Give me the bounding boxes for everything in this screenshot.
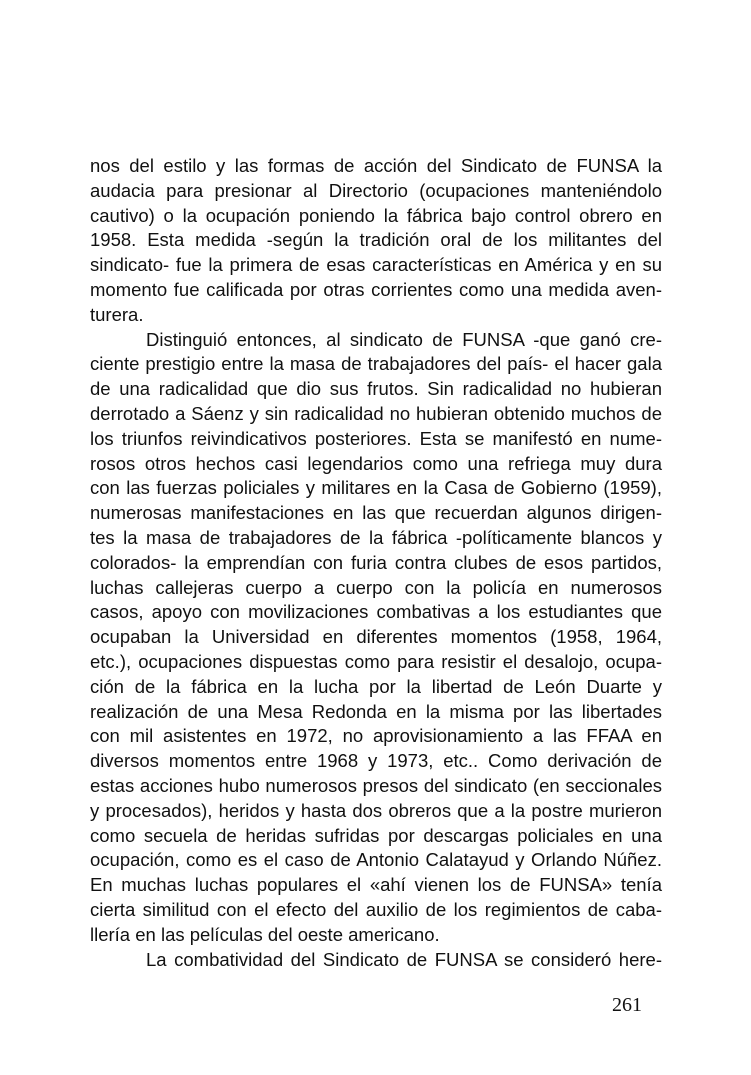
text-line: En muchas luchas populares el «ahí vienen los de FUNSA» tenía [90, 874, 662, 896]
text-line: de una radicalidad que dio sus frutos. Sin radicalidad no hubieran [90, 378, 662, 400]
text-line: estas acciones hubo numerosos presos del sindicato (en seccionales [90, 774, 662, 796]
text-line: como secuela de heridas sufridas por descargas policiales en una [90, 824, 662, 846]
text-line: ción de la fábrica en la lucha por la libertad de León Duarte y [90, 675, 662, 697]
text-line: cierta similitud con el efecto del auxilio de los regimientos de caba- [90, 898, 662, 920]
text-line: Distinguió entonces, al sindicato de FUNSA -que ganó cre- [146, 328, 662, 350]
text-line: ciente prestigio entre la masa de trabajadores del país- el hacer gala [90, 353, 662, 375]
text-line: realización de una Mesa Redonda en la misma por las libertades [90, 700, 662, 722]
body-text [90, 154, 662, 972]
text-line: ocupación, como es el caso de Antonio Calatayud y Orlando Núñez. [90, 849, 662, 871]
text-line: nos del estilo y las formas de acción del Sindicato de FUNSA la [90, 155, 662, 176]
page-number: 261 [612, 994, 642, 1016]
text-line: ocupaban la Universidad en diferentes momentos (1958, 1964, [90, 626, 662, 648]
text-line: llería en las películas del oeste americano. [90, 923, 440, 945]
text-line: y procesados), heridos y hasta dos obreros que a la postre murieron [90, 799, 662, 821]
text-line: cautivo) o la ocupación poniendo la fábrica bajo control obrero en [90, 204, 662, 226]
text-line: colorados- la emprendían con furia contra clubes de esos partidos, [90, 551, 662, 573]
text-line: numerosas manifestaciones en las que recuerdan algunos dirigen- [90, 502, 662, 524]
text-line: los triunfos reivindicativos posteriores. Esta se manifestó en nume- [90, 427, 662, 449]
text-line: tes la masa de trabajadores de la fábrica -políticamente blancos y [90, 526, 662, 548]
text-line: diversos momentos entre 1968 y 1973, etc.. Como derivación de [90, 750, 662, 772]
text-line: La combatividad del Sindicato de FUNSA se consideró here- [146, 948, 662, 970]
text-line: momento fue calificada por otras corrientes como una medida aven- [90, 278, 662, 300]
text-line: turera. [90, 303, 144, 325]
text-line: audacia para presionar al Directorio (ocupaciones manteniéndolo [90, 179, 662, 201]
text-line: derrotado a Sáenz y sin radicalidad no hubieran obtenido muchos de [90, 402, 662, 424]
text-line: 1958. Esta medida -según la tradición oral de los militantes del [90, 229, 662, 251]
text-line: rosos otros hechos casi legendarios como una refriega muy dura [90, 452, 662, 474]
text-line: etc.), ocupaciones dispuestas como para resistir el desalojo, ocupa- [90, 650, 662, 672]
text-line: casos, apoyo con movilizaciones combativas a los estudiantes que [90, 601, 662, 623]
text-line: luchas callejeras cuerpo a cuerpo con la policía en numerosos [90, 576, 662, 598]
text-line: sindicato- fue la primera de esas características en América y en su [90, 254, 662, 276]
text-line: con las fuerzas policiales y militares en la Casa de Gobierno (1959), [90, 477, 662, 499]
text-line: con mil asistentes en 1972, no aprovisionamiento a las FFAA en [90, 725, 662, 747]
